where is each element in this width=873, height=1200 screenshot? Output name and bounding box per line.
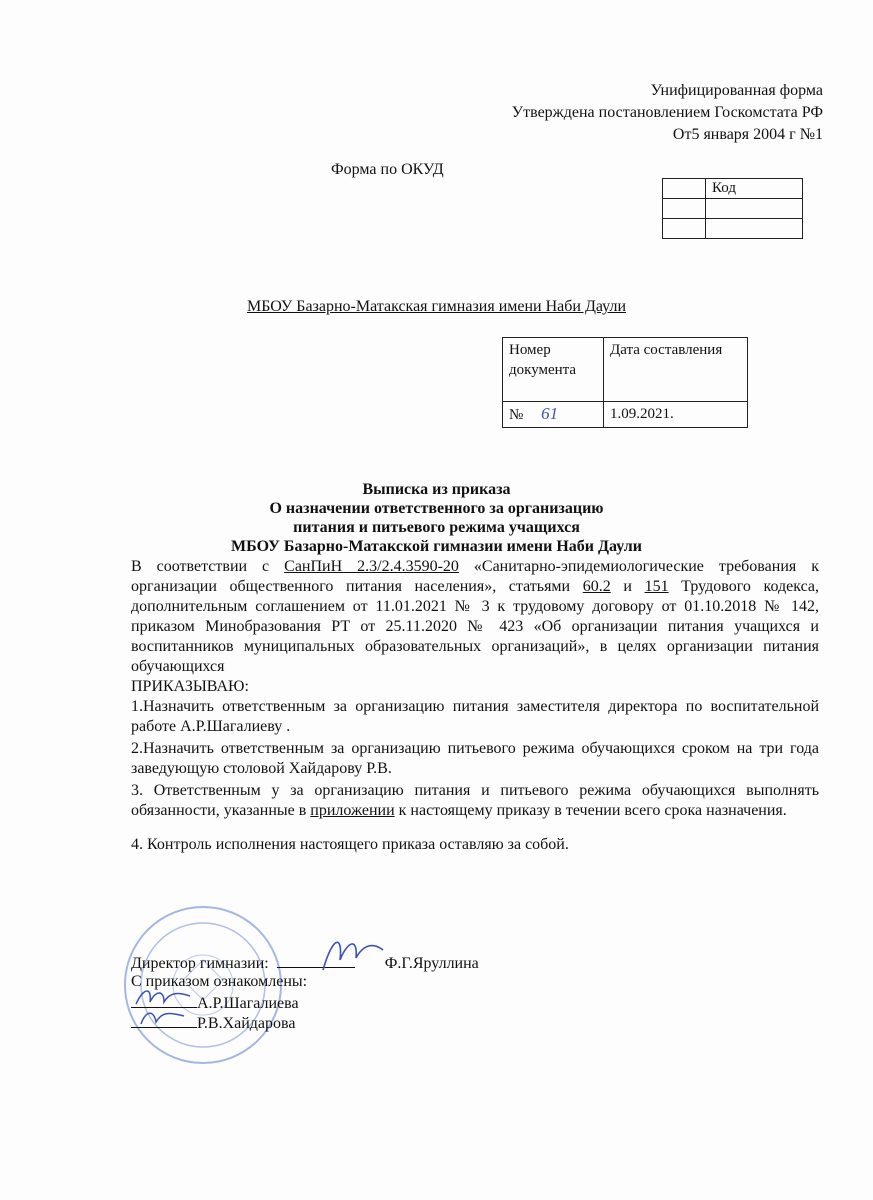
item-4: 4. Контроль исполнения настоящего приказа оставляю за собой.: [131, 836, 569, 853]
item-3: 3. Ответственным у за организацию питания и питьевого режима обучающихся выполнять обязанности, указанные в приложении к настоящему приказу в течении всего срока назначения.: [131, 782, 819, 819]
preamble: В соответствии с СанПиН 2.3/2.4.3590-20 «Санитарно-эпидемиологические требования к организации общественного питания населения», статьями 60.2 и 151 Трудового кодекса, дополнительным соглашением от 11.01.2021 № 3 к трудовому договору от 01.10.2018 № 142, приказом Минобразования РТ от 25.11.2020 № 423 «Об организации питания учащихся и воспитанников муниципальных образовательных организаций», в целях организации питания обучающихся: [131, 558, 820, 675]
director-signature-line: [131, 955, 479, 973]
number-header: Номер документа: [503, 338, 604, 402]
code-header: Код: [706, 179, 803, 199]
code-table: [662, 178, 803, 239]
document-number: № 61: [503, 402, 604, 428]
appendix-link[interactable]: приложении: [310, 802, 395, 819]
article-151-link[interactable]: 151: [644, 578, 669, 595]
document-title: Выписка из приказа О назначении ответственного за организацию питания и питьевого режима учащихся МБОУ Базарно-Матакской гимназии имени Наби Даули: [231, 481, 642, 555]
document-date: 1.09.2021.: [604, 402, 748, 428]
header-line-2: Утверждена постановлением Госкомстата РФ: [511, 104, 823, 121]
handwritten-number: 61: [541, 404, 559, 423]
sanpin-link[interactable]: СанПиН 2.3/2.4.3590-20: [284, 558, 459, 575]
header-line-3: От5 января 2004 г №1: [672, 126, 823, 143]
date-header: Дата составления: [604, 338, 748, 402]
item-1: 1.Назначить ответственным за организацию питания заместителя директора по воспитательной работе А.Р.Шагалиеву .: [131, 698, 819, 735]
director-signature: [318, 930, 388, 980]
okud-label: Форма по ОКУД: [331, 161, 444, 178]
person-2-signature: [138, 1004, 188, 1032]
person-2-name: Р.В.Хайдарова: [197, 1015, 296, 1032]
order-word: ПРИКАЗЫВАЮ:: [131, 678, 249, 695]
header-line-1: Унифицированная форма: [650, 82, 823, 99]
organization-name: МБОУ Базарно-Матакская гимназия имени Наби Даули: [246, 298, 627, 315]
item-2: 2.Назначить ответственным за организацию питьевого режима обучающихся сроком на три года заведующую столовой Хайдарову Р.В.: [131, 740, 819, 777]
person-1-name: А.Р.Шагалиева: [197, 995, 299, 1012]
director-name: Ф.Г.Яруллина: [384, 955, 479, 972]
director-label: Директор гимназии:: [131, 955, 269, 972]
form-header: [512, 80, 823, 146]
acquainted-label: С приказом ознакомлены:: [131, 973, 308, 990]
document-number-table: [502, 337, 748, 428]
article-60-link[interactable]: 60.2: [582, 578, 611, 595]
